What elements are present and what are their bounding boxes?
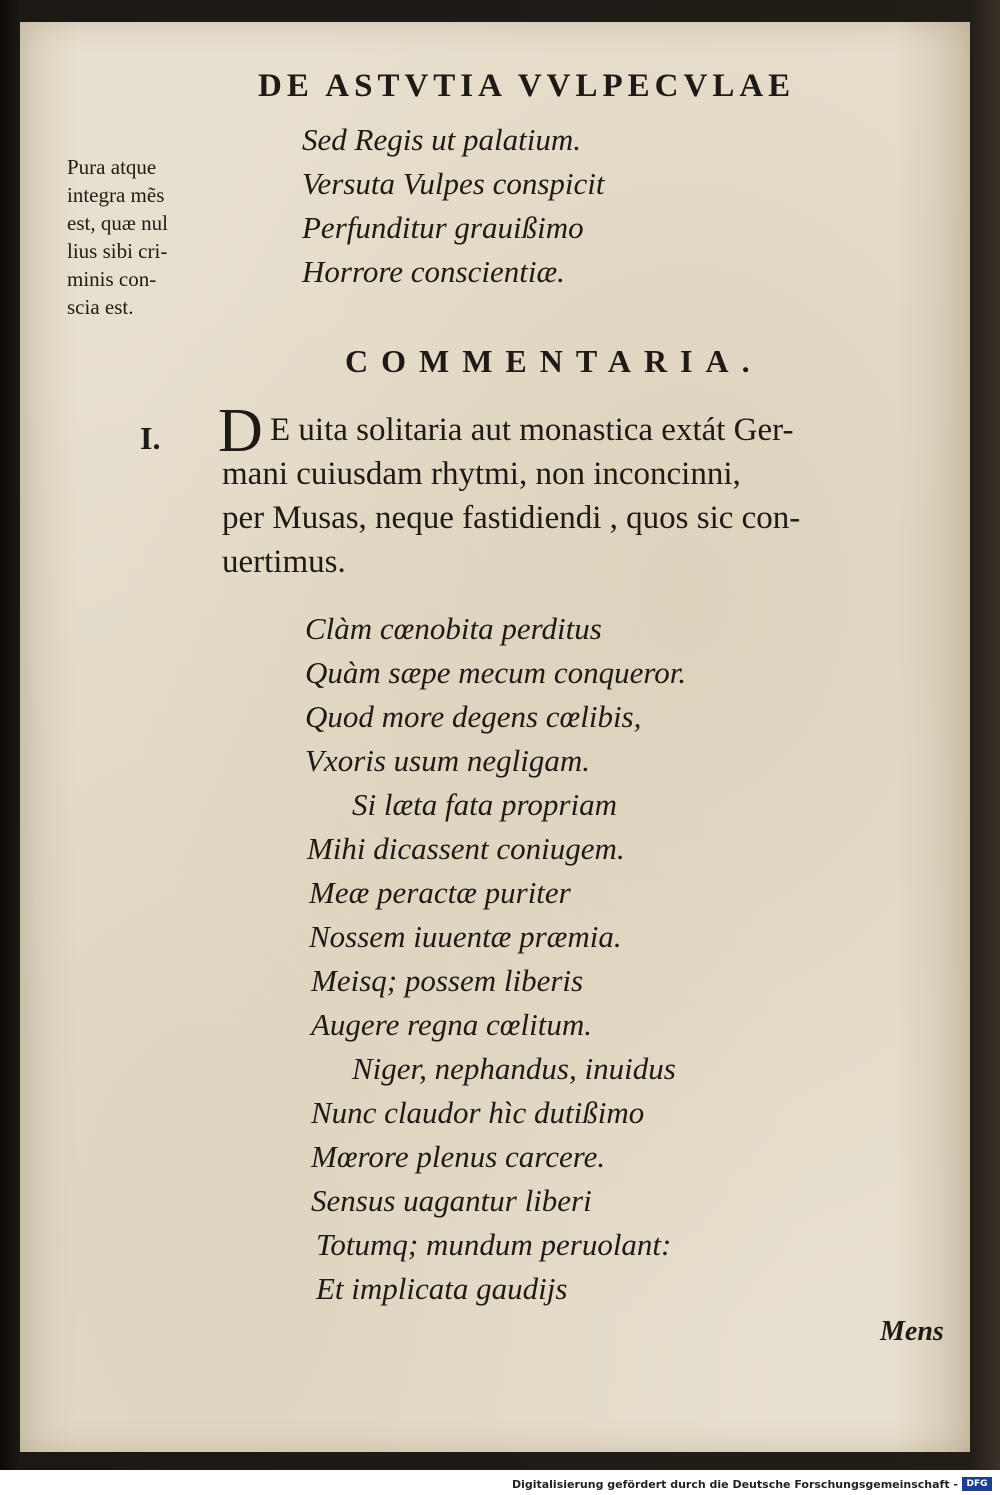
dfg-logo-icon: DFG	[962, 1477, 992, 1491]
poem-line: Totumq; mundum peruolant:	[316, 1227, 672, 1262]
show-through-text	[690, 122, 950, 1342]
poem-line: Nossem iuuentæ præmia.	[309, 919, 622, 954]
margin-note-line: minis con-	[67, 267, 157, 291]
poem-line: Sensus uagantur liberi	[311, 1183, 592, 1218]
margin-note-line: lius sibi cri-	[67, 239, 168, 263]
section-heading: COMMENTARIA.	[345, 343, 763, 379]
poem-line: Si læta fata propriam	[352, 787, 617, 822]
margin-note-line: Pura atque	[67, 155, 157, 179]
drop-cap: D	[218, 397, 263, 465]
section-number: I.	[140, 420, 161, 456]
poem-line: Clàm cœnobita perditus	[305, 611, 602, 646]
footer-credit: Digitalisierung gefördert durch die Deutsche Forschungsgemeinschaft -	[511, 1478, 958, 1491]
margin-note-line: scia est.	[67, 295, 134, 319]
top-verse-line: Versuta Vulpes conspicit	[302, 166, 605, 201]
prose-line: per Musas, neque fastidiendi , quos sic con-	[222, 500, 801, 536]
poem-line: Nunc claudor hìc dutißimo	[311, 1095, 645, 1130]
top-verse-line: Perfunditur grauißimo	[302, 210, 584, 245]
top-verse-line: Sed Regis ut palatium.	[302, 122, 581, 157]
poem-line: Mihi dicassent coniugem.	[307, 831, 625, 866]
running-head: DE ASTVTIA VVLPECVLAE	[258, 68, 796, 104]
margin-note	[67, 153, 227, 321]
prose-line: mani cuiusdam rhytmi, non inconcinni,	[222, 456, 741, 492]
poem-line: Mœrore plenus carcere.	[311, 1139, 606, 1174]
margin-note-line: est, quæ nul	[67, 211, 168, 235]
poem-line: Augere regna cœlitum.	[311, 1007, 592, 1042]
poem-line: Quod more degens cœlibis,	[305, 699, 642, 734]
margin-note-line: integra mẽs	[67, 183, 165, 207]
poem-line: Vxoris usum negligam.	[305, 743, 591, 778]
poem-line: Meisq; possem liberis	[311, 963, 584, 998]
prose-line: uertimus.	[222, 544, 346, 580]
poem-line: Meæ peractæ puriter	[309, 875, 571, 910]
poem-line: Niger, nephandus, inuidus	[352, 1051, 676, 1086]
top-verse-line: Horrore conscientiæ.	[302, 254, 565, 289]
catchword: Mens	[880, 1316, 944, 1347]
poem-line: Et implicata gaudijs	[316, 1271, 568, 1306]
prose-line: E uita solitaria aut monastica extát Ger-	[270, 412, 794, 448]
poem-line: Quàm sæpe mecum conqueror.	[305, 655, 687, 690]
